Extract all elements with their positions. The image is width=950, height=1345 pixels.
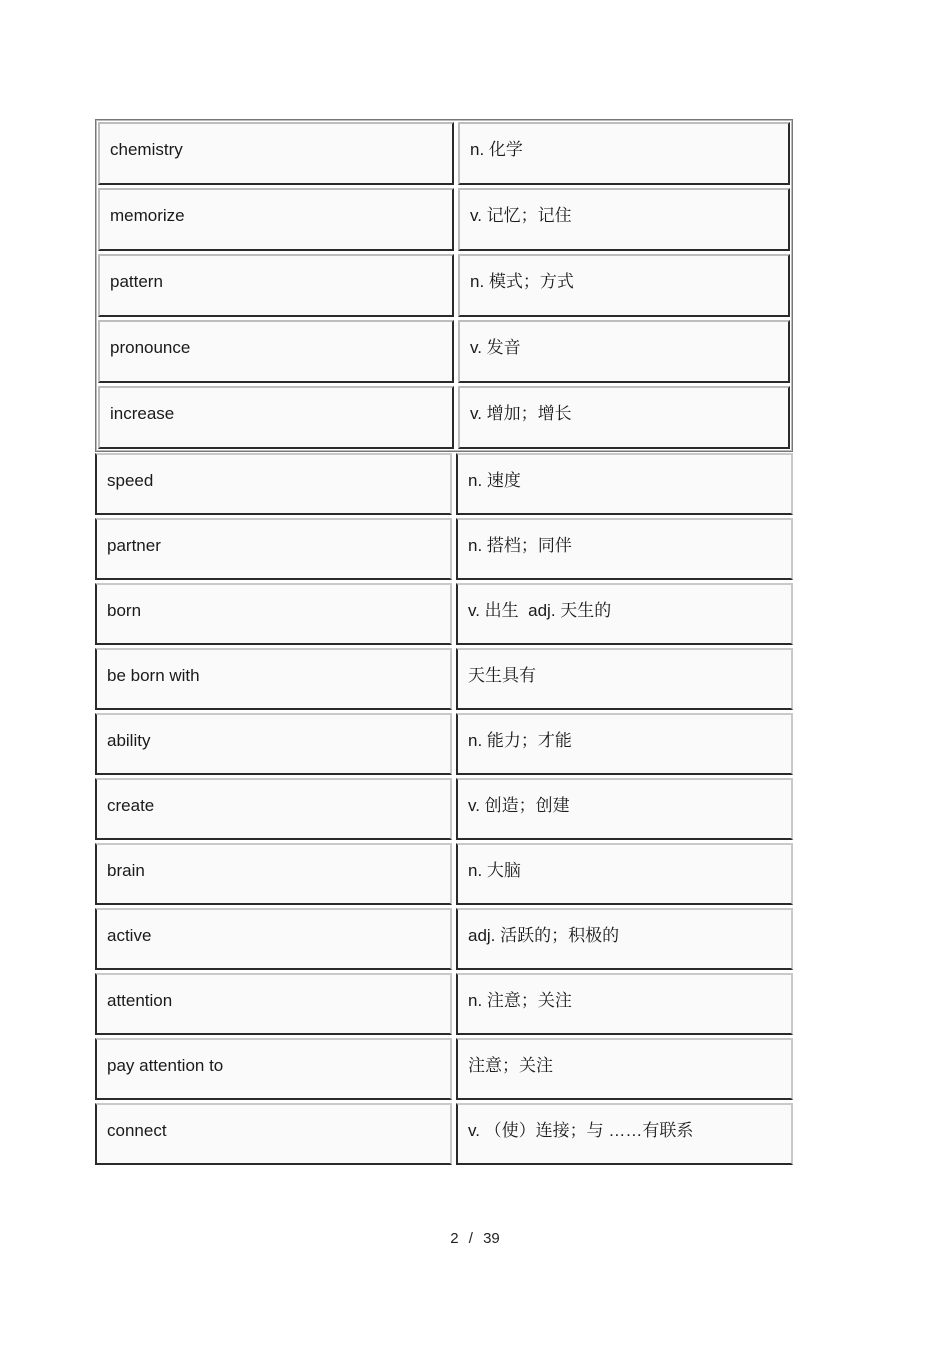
meaning-cell: n. 化学 [458, 122, 790, 185]
table-row [98, 254, 790, 317]
word-cell: pattern [98, 254, 454, 317]
meaning-cell: 天生具有 [456, 648, 793, 710]
meaning-cell: v. 创造；创建 [456, 778, 793, 840]
table-row [95, 1038, 793, 1100]
page-indicator: 2 / 39 [450, 1230, 500, 1247]
vocabulary-table-top [95, 119, 793, 452]
table-row [95, 518, 793, 580]
table-row [98, 122, 790, 185]
meaning-cell: n. 速度 [456, 453, 793, 515]
word-cell: chemistry [98, 122, 454, 185]
meaning-cell: v. 增加；增长 [458, 386, 790, 449]
meaning-cell: n. 模式；方式 [458, 254, 790, 317]
word-cell: speed [95, 453, 452, 515]
word-cell: pronounce [98, 320, 454, 383]
table-row [95, 583, 793, 645]
word-cell: increase [98, 386, 454, 449]
word-cell: pay attention to [95, 1038, 452, 1100]
table-row [95, 1103, 793, 1165]
table-row [98, 188, 790, 251]
word-cell: partner [95, 518, 452, 580]
word-cell: create [95, 778, 452, 840]
table-row [95, 843, 793, 905]
meaning-cell: n. 搭档；同伴 [456, 518, 793, 580]
meaning-cell: n. 大脑 [456, 843, 793, 905]
word-cell: ability [95, 713, 452, 775]
meaning-cell: 注意；关注 [456, 1038, 793, 1100]
meaning-cell: n. 能力；才能 [456, 713, 793, 775]
word-cell: born [95, 583, 452, 645]
word-cell: connect [95, 1103, 452, 1165]
table-row [95, 908, 793, 970]
table-row [98, 320, 790, 383]
meaning-cell: v. 发音 [458, 320, 790, 383]
meaning-cell: adj. 活跃的；积极的 [456, 908, 793, 970]
meaning-cell: v. 记忆；记住 [458, 188, 790, 251]
table-row [95, 778, 793, 840]
word-cell: memorize [98, 188, 454, 251]
table-row [95, 713, 793, 775]
table-row [95, 648, 793, 710]
word-cell: attention [95, 973, 452, 1035]
table-row [95, 453, 793, 515]
word-cell: brain [95, 843, 452, 905]
word-cell: active [95, 908, 452, 970]
word-cell: be born with [95, 648, 452, 710]
meaning-cell: n. 注意；关注 [456, 973, 793, 1035]
table-row [95, 973, 793, 1035]
meaning-cell: v. 出生 adj. 天生的 [456, 583, 793, 645]
table-row [98, 386, 790, 449]
meaning-cell: v. （使）连接；与 ……有联系 [456, 1103, 793, 1165]
vocabulary-table-bottom [95, 453, 793, 1168]
